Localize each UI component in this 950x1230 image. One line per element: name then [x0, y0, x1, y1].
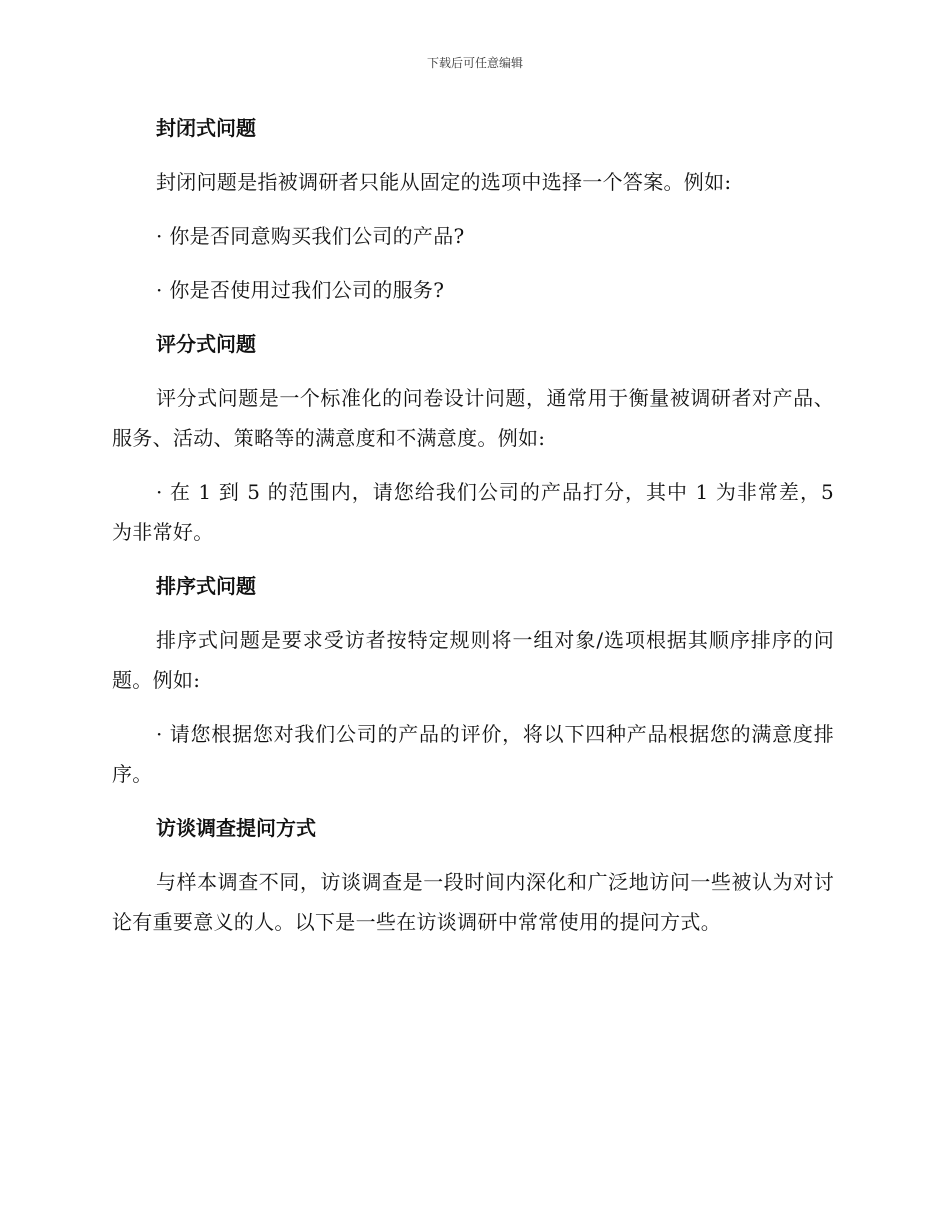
- bullet-item: · 你是否同意购买我们公司的产品?: [156, 224, 465, 248]
- section-heading: 访谈调查提问方式: [156, 816, 316, 840]
- section-heading: 评分式问题: [156, 332, 256, 356]
- paragraph: 与样本调查不同，访谈调查是一段时间内深化和广泛地访问一些被认为对讨论有重要意义的人。以下是一些在访谈调研中常常使用的提问方式。: [112, 870, 834, 934]
- bullet-item: · 在 1 到 5 的范围内，请您给我们公司的产品打分，其中 1 为非常差，5 为非常好。: [112, 480, 834, 544]
- bullet-item: · 请您根据您对我们公司的产品的评价，将以下四种产品根据您的满意度排序。: [112, 722, 834, 786]
- paragraph: 封闭问题是指被调研者只能从固定的选项中选择一个答案。例如:: [156, 170, 732, 194]
- section-closed-questions: [112, 108, 834, 310]
- document-body: [112, 108, 834, 956]
- page-header: 下载后可任意编辑: [426, 56, 523, 70]
- section-heading: 排序式问题: [156, 574, 256, 598]
- paragraph: 排序式问题是要求受访者按特定规则将一组对象/选项根据其顺序排序的问题。例如:: [112, 628, 834, 692]
- bullet-item: · 你是否使用过我们公司的服务?: [156, 278, 445, 302]
- section-rating-questions: [112, 324, 834, 552]
- section-interview-questions: [112, 808, 834, 942]
- section-heading: 封闭式问题: [156, 116, 256, 140]
- paragraph: 评分式问题是一个标准化的问卷设计问题，通常用于衡量被调研者对产品、服务、活动、策略等的满意度和不满意度。例如:: [112, 386, 834, 450]
- section-ranking-questions: [112, 566, 834, 794]
